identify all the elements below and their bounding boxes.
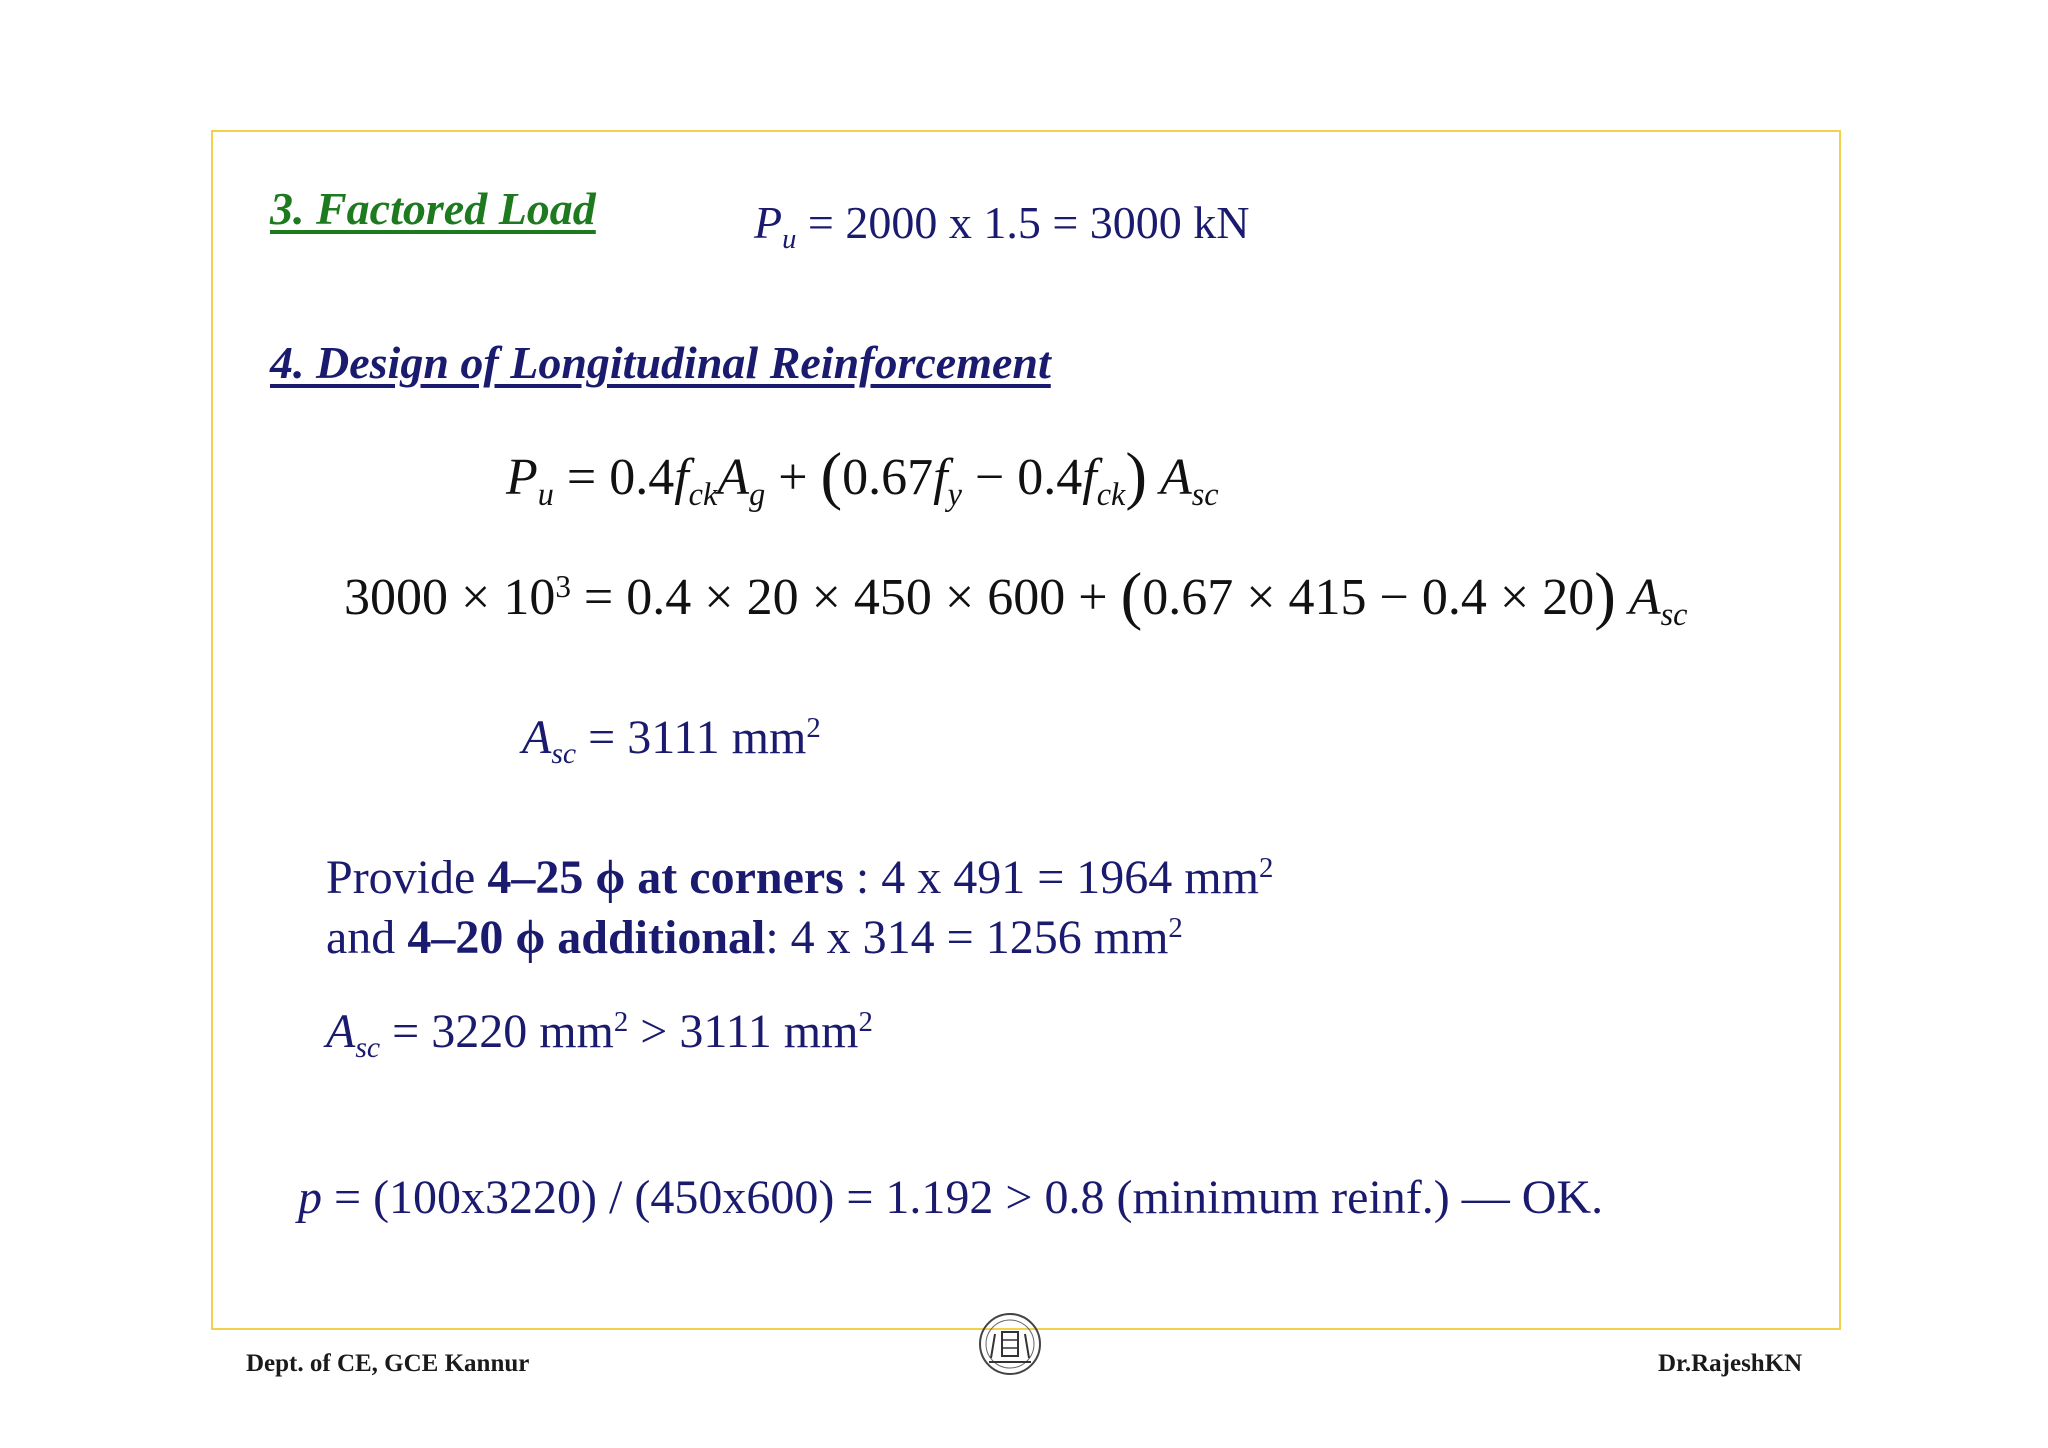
formula-f2: f [933, 449, 948, 506]
asc-prov-a: A [326, 1005, 356, 1058]
numeric-a-sub: sc [1660, 596, 1688, 633]
formula-a2: A [1160, 449, 1192, 506]
formula-plus: + [765, 449, 821, 506]
numeric-lhs-sup: 3 [555, 568, 571, 604]
numeric-inner: 0.67 × 415 − 0.4 × 20 [1142, 569, 1595, 626]
formula-open-paren: ( [820, 439, 843, 512]
pu-symbol: P [754, 197, 783, 248]
numeric-open-paren: ( [1120, 559, 1143, 632]
provide-2-bold: 4–20 ϕ additional [407, 911, 766, 964]
asc-prov-mid: > 3111 mm [628, 1005, 859, 1058]
formula-part1: = 0.4 [553, 449, 675, 506]
asc-sup: 2 [806, 712, 821, 745]
numeric-lhs: 3000 × 10 [344, 569, 556, 626]
formula-f-sub: ck [688, 476, 718, 513]
provide-line-1 [326, 850, 1273, 905]
formula-p: P [506, 449, 538, 506]
formula-p-sub: u [537, 476, 554, 513]
formula-minus: − 0.4 [961, 449, 1083, 506]
general-formula [506, 436, 1219, 511]
formula-f3: f [1082, 449, 1097, 506]
provide-2-post: : 4 x 314 = 1256 mm [765, 911, 1169, 964]
formula-a-sub: g [749, 476, 766, 513]
college-emblem-icon [975, 1308, 1045, 1380]
asc-a: A [522, 711, 552, 764]
percentage-p: p [298, 1171, 322, 1224]
provide-2-pre: and [326, 911, 408, 964]
asc-prov-sub: sc [355, 1031, 381, 1065]
formula-part2: 0.67 [842, 449, 934, 506]
numeric-formula [344, 556, 1687, 631]
asc-prov-value: = 3220 mm [380, 1005, 614, 1058]
section-4-heading: 4. Design of Longitudinal Reinforcement [270, 337, 1051, 388]
percentage-text: = (100x3220) / (450x600) = 1.192 > 0.8 (minimum reinf.) — OK. [322, 1171, 1604, 1224]
asc-required [522, 710, 821, 771]
section-3-heading: 3. Factored Load [270, 183, 596, 234]
footer-left: Dept. of CE, GCE Kannur [246, 1350, 530, 1377]
provide-1-post: : 4 x 491 = 1964 mm [843, 851, 1259, 904]
numeric-a: A [1628, 569, 1661, 626]
formula-a: A [717, 449, 750, 506]
percentage-line [298, 1170, 1603, 1225]
asc-provided [326, 1004, 873, 1065]
formula-f3-sub: ck [1096, 476, 1126, 513]
asc-value: = 3111 mm [576, 711, 807, 764]
provide-2-sup: 2 [1168, 912, 1183, 945]
numeric-close-paren: ) [1594, 559, 1616, 632]
formula-a2-sub: sc [1191, 476, 1219, 513]
factored-load-equation [754, 196, 1250, 255]
formula-close-paren: ) [1125, 439, 1147, 512]
provide-1-pre: Provide [326, 851, 488, 904]
provide-1-bold: 4–25 ϕ at corners [487, 851, 844, 904]
asc-sub: sc [551, 737, 577, 771]
footer-right: Dr.RajeshKN [1658, 1350, 1803, 1377]
formula-f: f [674, 449, 689, 506]
factored-load-value: = 2000 x 1.5 = 3000 kN [796, 197, 1250, 248]
asc-prov-sup1: 2 [613, 1006, 629, 1039]
formula-f2-sub: y [947, 476, 962, 513]
asc-prov-sup2: 2 [858, 1006, 873, 1039]
pu-subscript: u [782, 223, 797, 255]
slide-frame [211, 130, 1841, 1330]
numeric-mid: = 0.4 × 20 × 450 × 600 + [570, 569, 1121, 626]
provide-1-sup: 2 [1258, 852, 1274, 885]
provide-line-2 [326, 910, 1183, 965]
